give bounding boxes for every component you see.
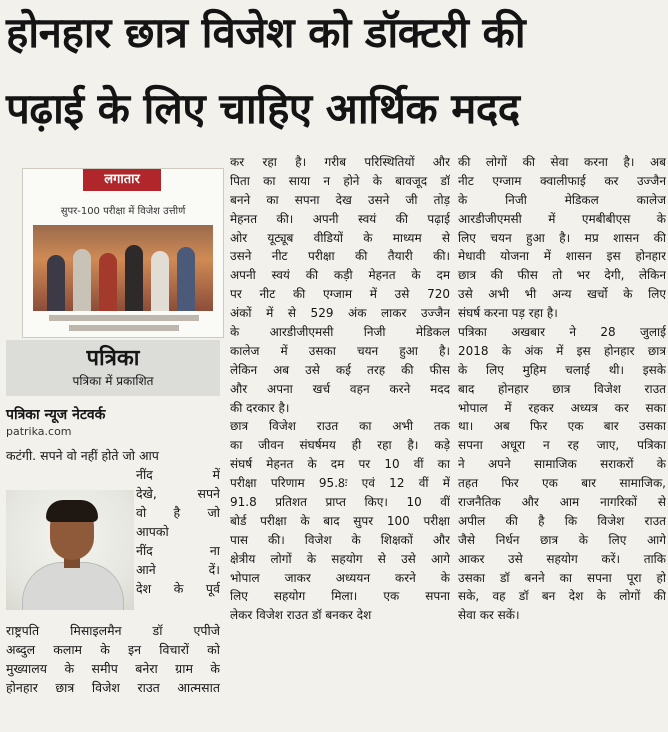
col3-line: तहत फिर एक बार सामाजिक, xyxy=(458,476,666,491)
col3-line: के निजी मेडिकल कालेज xyxy=(458,192,666,207)
col1-line: होनहार छात्र विजेश राउत आत्मसात xyxy=(6,680,220,695)
col2-line: छात्र विजेश राउत का अभी तक xyxy=(230,419,450,434)
headline-line-2: पढ़ाई के लिए चाहिए आर्थिक मदद xyxy=(6,84,520,133)
col1-narrow-line: नींद में xyxy=(136,467,220,482)
col1-line: अब्दुल कलाम के इन विचारों को xyxy=(6,642,220,657)
col1-line: मुख्यालय के समीप बनेरा ग्राम के xyxy=(6,661,220,676)
col2-line: भोपाल जाकर अध्ययन करने के xyxy=(230,570,450,585)
col1-narrow-line: देखे, सपने xyxy=(136,486,220,501)
article-column-2 xyxy=(230,153,450,625)
col3-line: पत्रिका अखबार ने 28 जुलाई xyxy=(458,325,666,340)
col3-line: लिए चयन हुआ है। मप्र शासन की xyxy=(458,230,666,245)
col1-narrow-line: आने दें। xyxy=(136,562,220,577)
col2-line: की दरकार है। xyxy=(230,400,290,415)
col3-line: के लिए मुहिम चलाई थी। इसके xyxy=(458,362,666,377)
portrait-hair xyxy=(46,500,98,522)
col2-line: पास की। विजेश के शिक्षकों और xyxy=(230,532,450,547)
col2-line: 91.8 प्रतिशत प्राप्त किए। 10 वीं xyxy=(230,495,450,510)
article-column-3 xyxy=(458,153,666,625)
col3-line: नीट एग्जाम क्वालीफाई कर उज्जैन xyxy=(458,173,666,188)
col2-line: बनने का सपना देख उसने जी तोड़ xyxy=(230,192,450,207)
col1-narrow-line: नींद ना xyxy=(136,543,220,558)
col2-line: लिए सहयोग मिला। एक सपना xyxy=(230,589,450,604)
col2-line: कर रहा है। गरीब परिस्थितियों और xyxy=(230,155,450,169)
news-photo-card xyxy=(22,168,224,338)
award-ceremony-photo xyxy=(33,225,213,311)
patrika-subtitle: पत्रिका में प्रकाशित xyxy=(72,374,154,388)
col2-line: उसने नीट परीक्षा की तैयारी की। xyxy=(230,249,450,264)
col3-line: ने अपने सामाजिक सराकरों के xyxy=(458,457,666,472)
col1-line: राष्ट्रपति मिसाइलमैन डॉ एपीजे xyxy=(6,623,220,638)
col3-line: सपना अधूरा न रह जाए, पत्रिका xyxy=(458,438,666,453)
col2-line: अपनी स्वयं की कड़ी मेहनत के दम xyxy=(230,268,450,283)
col3-line: आरडीजीएमसी में एमबीबीएस के xyxy=(458,211,666,226)
byline-site: patrika.com xyxy=(6,425,72,438)
col3-line: सेवा कर सकें। xyxy=(458,608,520,623)
col3-line: संघर्ष करना पड़ रहा है। xyxy=(458,306,558,321)
col2-line: पर नीट की एग्जाम में उसे 720 xyxy=(230,287,450,302)
fine-print xyxy=(49,315,199,321)
col2-line: मेहनत की। अपनी स्वयं की पढ़ाई xyxy=(230,211,450,226)
col2-line: लेकिन अब उसे कई तरह की फीस xyxy=(230,362,450,377)
col3-line: जैसे निर्धन छात्र के लिए आगे xyxy=(458,532,666,547)
portrait-shirt xyxy=(22,562,124,610)
col3-line: आकर उसे सहयोग करें। ताकि xyxy=(458,551,666,566)
col1-narrow-line: देश के पूर्व xyxy=(136,581,220,596)
col2-line: परीक्षा परिणाम 95.8ः एवं 12 वीं में xyxy=(230,476,450,491)
col3-line: की लोगों की सेवा करना है। अब xyxy=(458,155,666,169)
col3-line: 2018 के अंक में इस होनहार छात्र xyxy=(458,343,666,358)
col1-narrow-line: वो है जो xyxy=(136,505,220,520)
col3-line: था। अब फिर एक बार उसका xyxy=(458,419,666,434)
col2-line: और अपना खर्च वहन करने मदद xyxy=(230,381,450,396)
col2-line: क्षेत्रीय लोगों के सहयोग से उसे आगे xyxy=(230,551,450,566)
col2-line: अंकों में से 529 अंक लाकर उज्जैन xyxy=(230,306,450,321)
col3-line: उसका डॉ बनने का सपना पूरा हो xyxy=(458,570,666,585)
col2-line: के आरडीजीएमसी निजी मेडिकल xyxy=(230,325,450,340)
col3-line: राजनैतिक और आम नागरिकों से xyxy=(458,495,666,510)
col2-line: संघर्ष मेहनत के दम पर 10 वीं का xyxy=(230,457,450,472)
source-box xyxy=(6,340,220,396)
col3-line: छात्र की फीस तो भर देगी, लेकिन xyxy=(458,268,666,283)
col2-line: ओर यूट्यूब वीडियों के माध्यम से xyxy=(230,230,450,245)
col3-line: भोपाल में रहकर अध्यत्र कर सका xyxy=(458,400,666,415)
col2-line: का जीवन संघर्षमय ही रहा है। कड़े xyxy=(230,438,450,453)
lagatar-badge: लगातार xyxy=(83,169,161,191)
col3-line: अपील की है कि विजेश राउत xyxy=(458,513,666,528)
col2-line: कालेज में उसका चयन हुआ है। xyxy=(230,343,450,358)
fine-print xyxy=(69,325,179,331)
col2-line: पिता का साया न होने के बावजूद डॉ xyxy=(230,173,450,188)
headline-line-1: होनहार छात्र विजेश को डॉक्टरी की xyxy=(6,8,526,57)
col3-line: मेधावी योजना में शासन इस होनहार xyxy=(458,249,666,264)
student-portrait xyxy=(6,490,134,610)
photo-caption: सुपर-100 परीक्षा में विजेश उत्तीर्ण xyxy=(60,206,186,217)
col1-intro: कटंगी. सपने वो नहीं होते जो आप xyxy=(6,448,159,463)
col3-line: सके, वह डॉ बन देश के लोगों की xyxy=(458,589,666,604)
col1-narrow-line: आपको xyxy=(136,524,169,539)
col2-line: बोर्ड परीक्षा के बाद सुपर 100 परीक्षा xyxy=(230,513,450,528)
headline xyxy=(6,0,666,146)
col2-line: लेकर विजेश राउत डॉ बनकर देश xyxy=(230,608,372,623)
col3-line: बाद होनहार छात्र विजेश राउत xyxy=(458,381,666,396)
patrika-title: पत्रिका xyxy=(86,346,140,371)
col3-line: उसे अभी भी अन्य खर्चो के लिए xyxy=(458,287,666,302)
byline-network: पत्रिका न्यूज नेटवर्क xyxy=(6,407,106,423)
